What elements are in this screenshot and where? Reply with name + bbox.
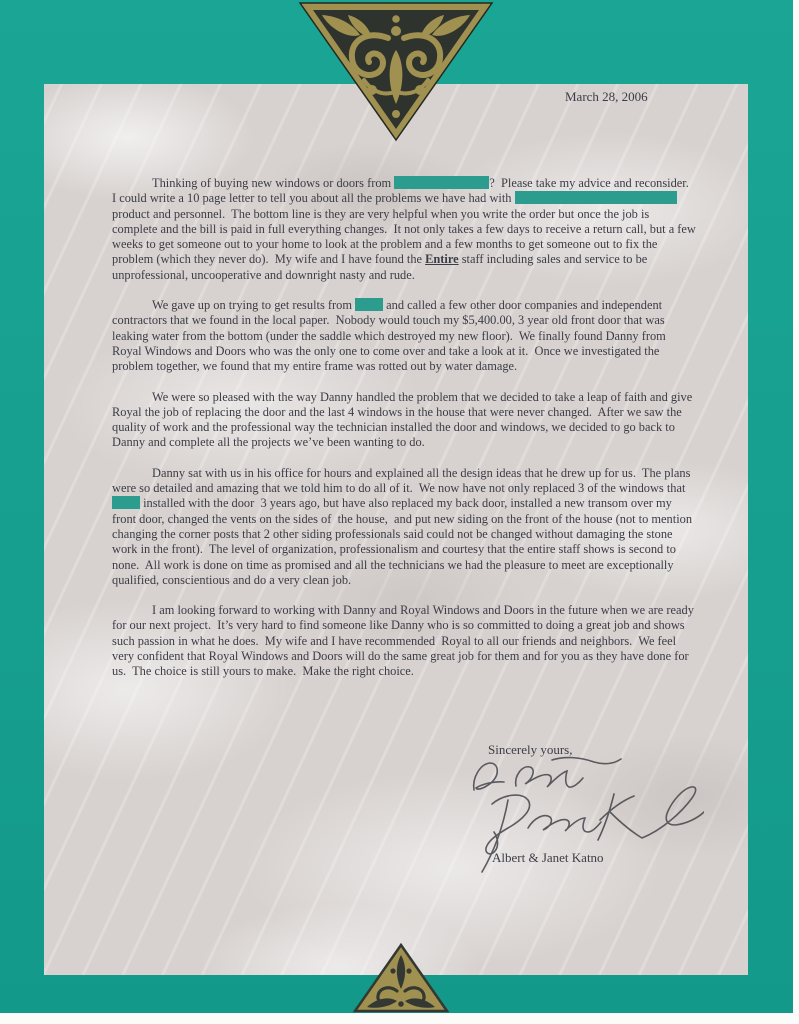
bottom-triangle-ornament-icon [353,943,449,1013]
letter-body [112,176,699,695]
marbled-letter-paper [44,84,748,975]
paragraph-text: Thinking of buying new windows or doors from [152,176,395,190]
letter-paragraph [112,603,696,679]
redaction-box [112,496,140,509]
redaction-box [394,176,489,189]
paragraph-text: product and personnel. The bottom line is they are very helpful when you write the order but once the job is complete and the bill is paid in full everything changes. It not only takes a few days to receive a return call, but a few weeks to get someone out to your home to look at the problem and a few months to get someone out to fix the problem (which they never do). My wife and I have found the [112,191,699,267]
paragraph-text: We gave up on trying to get results from [152,298,356,313]
letter-paragraph [112,298,696,374]
paragraph-text: and called a few other door companies and independent contractors that we found in the local paper. Nobody would touch my $5,400.00, 3 year old front door that was leaking water from the bottom (under the saddle which destroyed my new floor). We finally found Danny from Royal Windows and Doors who was the only one to come over and take a look at it. Once we investigated the problem together, we found that my entire frame was rotted out by water damage. [112,298,669,374]
paragraph-text: I am looking forward to working with Danny and Royal Windows and Doors in the future when we are ready for our next project. It’s very hard to find someone like Danny who is so committed to doing a great job and shows such passion in what he does. My wife and I have recommended Royal to all our friends and neighbors. We feel very confident that Royal Windows and Doors will do the same great job for them and for you as they have done for us. The choice is still yours to make. Make the right choice. [112,603,698,679]
paragraph-text: We were so pleased with the way Danny handled the problem that we decided to take a leap of faith and give Royal the job of replacing the door and the last 4 windows in the house that were never changed. After we saw the quality of work and the professional way the technician installed the door and windows, we decided to go back to Danny and complete all the projects we’ve been wanting to do. [112,389,696,450]
paragraph-text: Danny sat with us in his office for hours and explained all the design ideas that he drew up for us. The plans were so detailed and amazing that we told him to do all of it. We now have not only replaced 3 of the windows that [112,465,694,496]
closing-salutation: Sincerely yours, [488,742,573,757]
paragraph-text: ? Please take my advice and reconsider. I could write a 10 page letter to tell you about all the problems we have had with [112,176,696,206]
letter-paragraph [112,466,696,588]
letter-paragraph [112,176,699,283]
top-triangle-ornament-icon [298,2,494,142]
redaction-box [515,191,677,204]
emphasized-word: Entire [425,252,459,267]
paragraph-text: staff including sales and service to be unprofessional, uncooperative and downright nasty and rude. [112,252,651,282]
letter-date: March 28, 2006 [565,89,648,104]
letter-paragraph [112,390,696,451]
redaction-box [355,298,383,311]
signer-name: Albert & Janet Katno [492,850,604,865]
paragraph-text: installed with the door 3 years ago, but have also replaced my back door, installed a new transom over my front door, changed the vents on the sides of the house, and put new siding on the front of the house (not to mention changing the corner posts that 2 other siding professionals said could not be changed without damaging the stone work in the front). The level of organization, professionalism and courtesy that the entire staff shows is second to none. All work is done on time as promised and all the technicians we had the pleasure to meet are exceptionally qualified, conscientious and do a very clean job. [112,496,696,587]
